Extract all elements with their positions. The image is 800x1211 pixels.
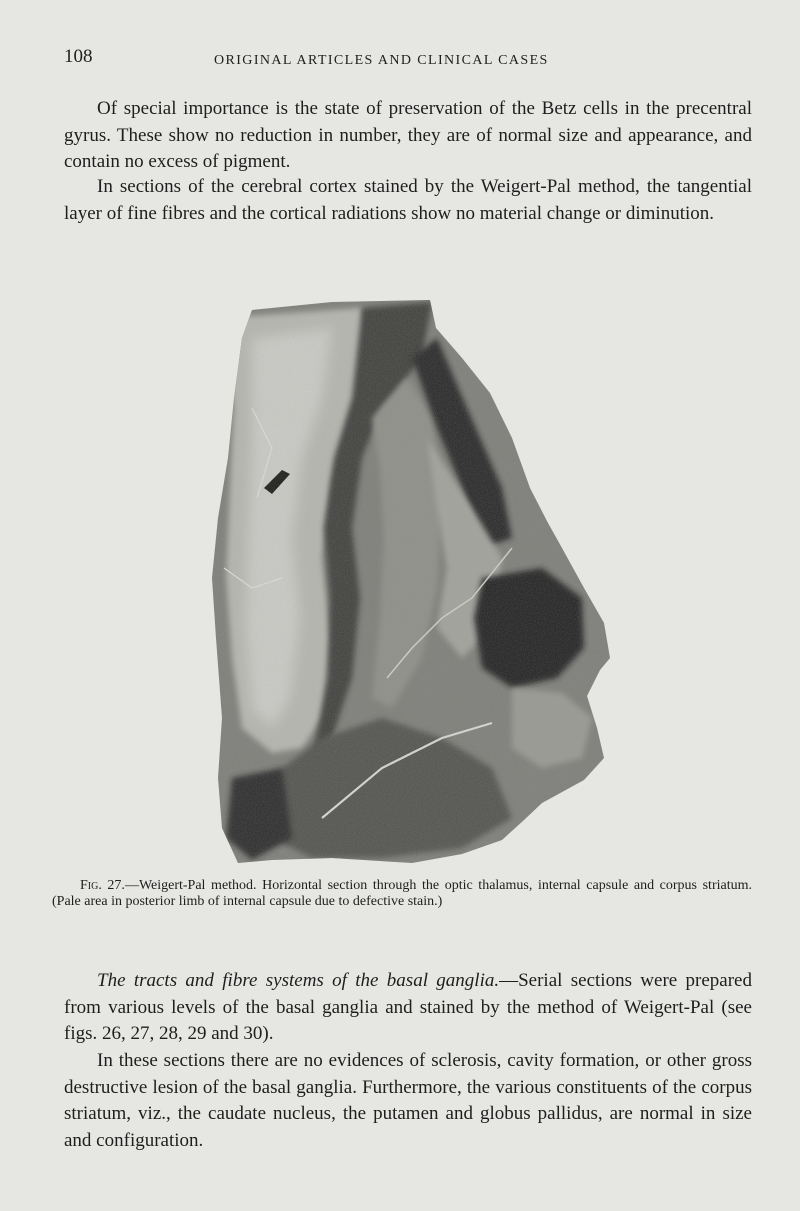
brain-section-photograph xyxy=(212,298,612,863)
figure-brain-section xyxy=(212,298,612,863)
page-number: 108 xyxy=(64,46,93,67)
figure-caption xyxy=(52,878,752,909)
figure-caption-text: —Weigert-Pal method. Horizontal section through the optic thalamus, internal capsule and corpus striatum. (Pale area in posterior limb of internal capsule due to defective stain.) xyxy=(52,878,752,909)
page-header xyxy=(64,46,754,76)
section-paragraph-intro xyxy=(64,968,752,1048)
paragraph-betz-cells: Of special importance is the state of preservation of the Betz cells in the precentral gyrus. These show no reduction in number, they are of normal size and appearance, and contain no excess of pigment. xyxy=(64,98,752,172)
paragraph-basal-ganglia: In these sections there are no evidences of sclerosis, cavity formation, or other gross destructive lesion of the basal ganglia. Furthermore, the various constituents of the corpus striatum, viz., the caudate nucleus, the putamen and globus pallidus, are normal in size and configuration. xyxy=(64,1050,752,1151)
figure-label: Fig. 27. xyxy=(80,878,125,893)
paragraph-cerebral-cortex: In sections of the cerebral cortex stained by the Weigert-Pal method, the tangential layer of fine fibres and the cortical radiations show no material change or diminution. xyxy=(64,176,752,224)
section-heading: The tracts and fibre systems of the basal ganglia. xyxy=(97,970,500,991)
running-head: ORIGINAL ARTICLES AND CLINICAL CASES xyxy=(214,53,549,68)
section-intro-text: —Serial sections were prepared from various levels of the basal ganglia and stained by the method of Weigert-Pal (see figs. 26, 27, 28, 29 and 30). xyxy=(64,970,752,1044)
